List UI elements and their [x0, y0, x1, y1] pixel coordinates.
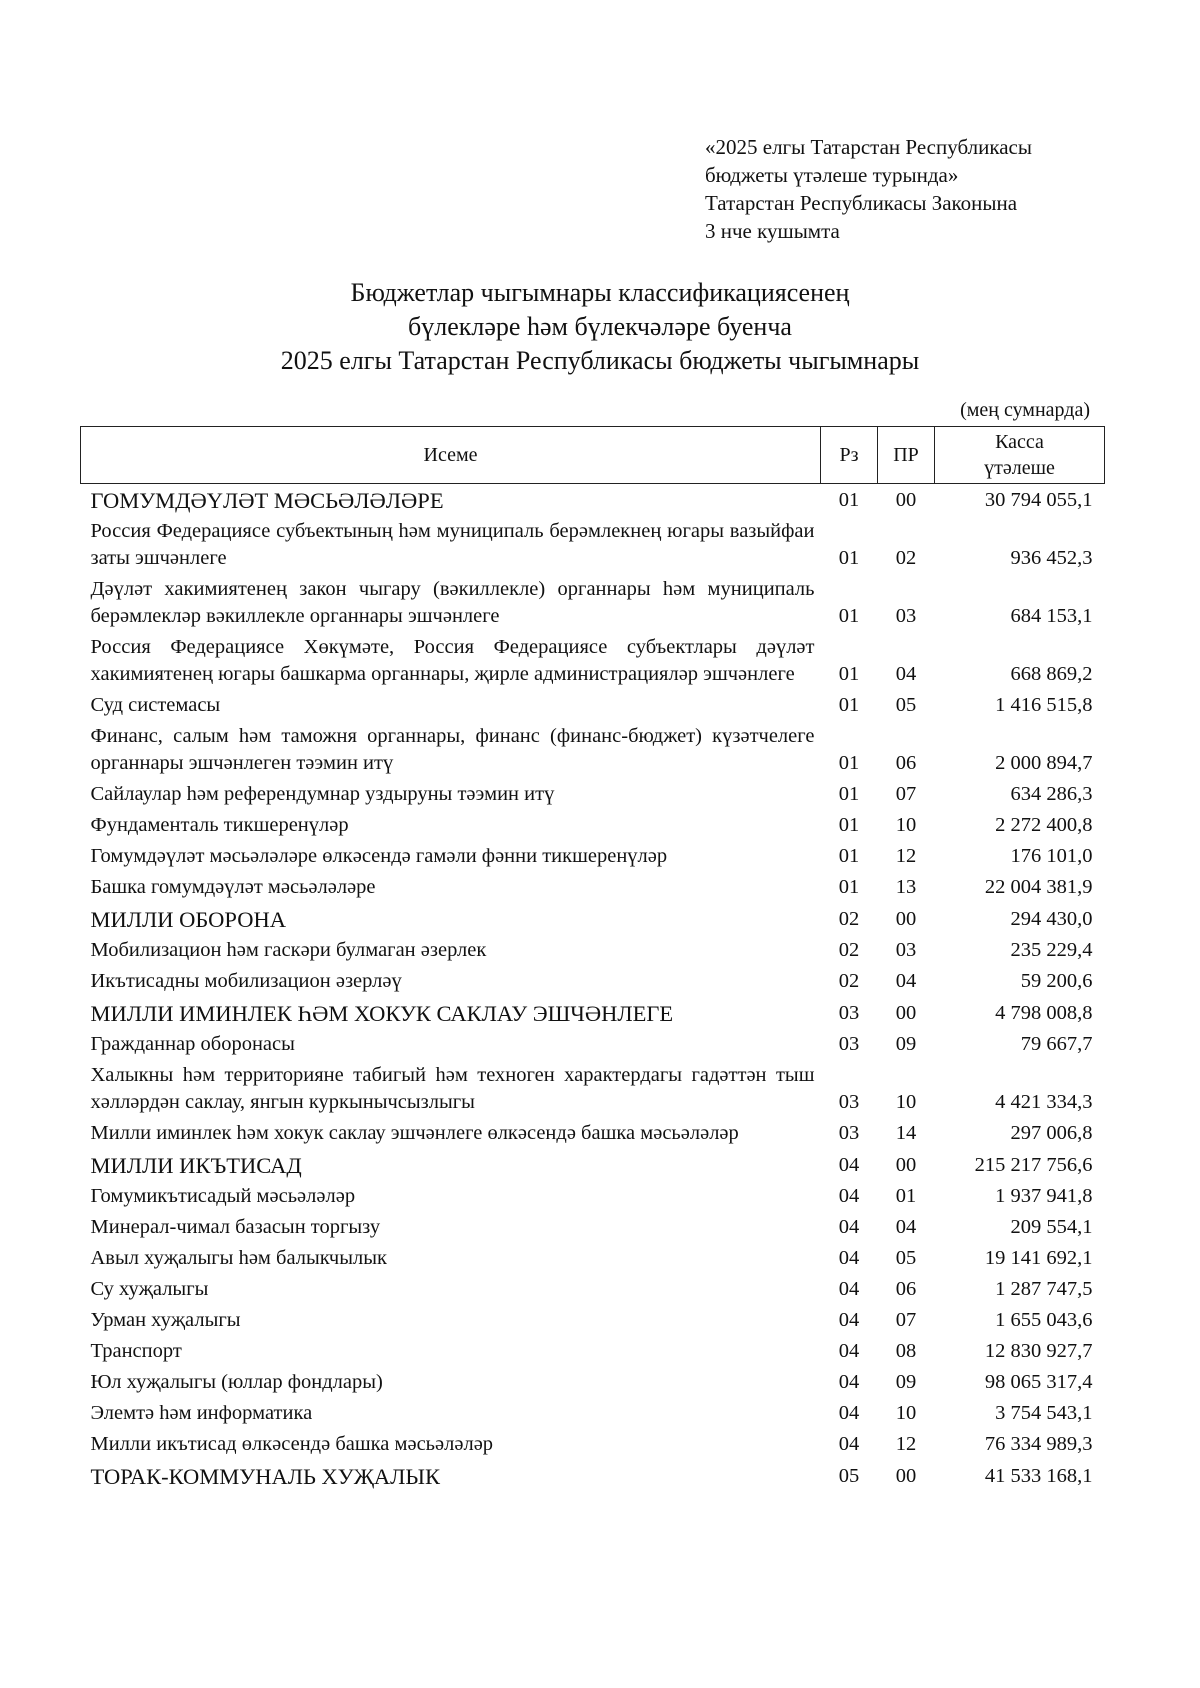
row-pr: 00	[895, 489, 917, 511]
row-sum: 209 554,1	[1010, 1216, 1093, 1238]
row-pr: 00	[895, 1465, 917, 1487]
row-name: Россия Федерациясе субъектының һәм муниципаль берәмлекнең югары вазыйфаи заты эшчәнлеге	[90, 520, 815, 569]
row-rz: 02	[838, 970, 860, 992]
row-pr: 10	[895, 1091, 917, 1113]
table-row	[81, 810, 1105, 841]
row-sum: 1 287 747,5	[995, 1278, 1093, 1300]
table-row	[81, 690, 1105, 721]
row-sum: 297 006,8	[1010, 1122, 1093, 1144]
row-sum: 4 798 008,8	[995, 1002, 1093, 1024]
table-row	[81, 1118, 1105, 1149]
table-row	[81, 632, 1105, 690]
row-sum: 76 334 989,3	[984, 1433, 1093, 1455]
table-row	[81, 1367, 1105, 1398]
row-sum: 1 937 941,8	[995, 1185, 1093, 1207]
row-name: МИЛЛИ ИМИНЛЕК ҺӘМ ХОКУК САКЛАУ ЭШЧӘНЛЕГЕ	[90, 1001, 674, 1026]
row-sum: 79 667,7	[1020, 1033, 1093, 1055]
section-row	[81, 1149, 1105, 1181]
row-name: Гражданнар оборонасы	[90, 1033, 295, 1055]
row-pr: 00	[895, 1154, 917, 1176]
row-sum: 936 452,3	[1010, 547, 1093, 569]
expenditure-table	[80, 426, 1105, 1492]
header-rz: Рз	[821, 427, 878, 484]
table-row	[81, 1029, 1105, 1060]
row-pr: 09	[895, 1371, 917, 1393]
row-rz: 04	[838, 1340, 860, 1362]
row-sum: 176 101,0	[1010, 845, 1093, 867]
row-name: ГОМУМДӘҮЛӘТ МӘСЬӘЛӘЛӘРЕ	[90, 488, 444, 513]
table-row	[81, 966, 1105, 997]
section-row	[81, 903, 1105, 935]
row-sum: 235 229,4	[1010, 939, 1093, 961]
row-pr: 14	[895, 1122, 917, 1144]
row-pr: 06	[895, 752, 917, 774]
row-sum: 3 754 543,1	[995, 1402, 1093, 1424]
table-row	[81, 1212, 1105, 1243]
table-row	[81, 1181, 1105, 1212]
row-sum: 2 000 894,7	[995, 752, 1093, 774]
row-rz: 03	[838, 1091, 860, 1113]
row-rz: 04	[838, 1247, 860, 1269]
row-sum: 2 272 400,8	[995, 814, 1093, 836]
row-rz: 04	[838, 1433, 860, 1455]
document-title	[80, 276, 1120, 378]
row-sum: 684 153,1	[1010, 605, 1093, 627]
row-rz: 01	[838, 489, 860, 511]
row-sum: 30 794 055,1	[984, 489, 1093, 511]
header-pr: ПР	[878, 427, 935, 484]
row-rz: 01	[838, 814, 860, 836]
row-sum: 22 004 381,9	[984, 876, 1093, 898]
appendix-line: Татарстан Республикасы Законына	[705, 191, 1018, 215]
row-rz: 04	[838, 1185, 860, 1207]
header-sum-line1: Касса	[995, 431, 1044, 453]
row-name: Элемтә һәм информатика	[90, 1402, 313, 1424]
row-pr: 09	[895, 1033, 917, 1055]
row-pr: 10	[895, 814, 917, 836]
row-rz: 04	[838, 1278, 860, 1300]
row-name: Россия Федерациясе Хөкүмәте, Россия Федерациясе субъектлары дәүләт хакимиятенең югары башкарма органнары, җирле администрацияләр эшчәнлеге	[90, 636, 815, 685]
row-name: Минерал-чимал базасын торгызу	[90, 1216, 381, 1238]
row-rz: 01	[838, 783, 860, 805]
row-rz: 04	[838, 1216, 860, 1238]
table-row	[81, 1243, 1105, 1274]
units-note: (мең сумнарда)	[960, 399, 1090, 421]
row-name: Гомумикътисадый мәсьәләләр	[90, 1185, 356, 1207]
row-name: Юл хуҗалыгы (юллар фондлары)	[90, 1371, 383, 1393]
row-pr: 00	[895, 908, 917, 930]
row-pr: 13	[895, 876, 917, 898]
row-pr: 08	[895, 1340, 917, 1362]
row-name: Милли икътисад өлкәсендә башка мәсьәләләр	[90, 1433, 494, 1455]
row-name: Гомумдәүләт мәсьәләләре өлкәсендә гамәли фәнни тикшеренүләр	[90, 845, 668, 867]
row-pr: 12	[895, 1433, 917, 1455]
row-rz: 03	[838, 1033, 860, 1055]
row-rz: 01	[838, 547, 860, 569]
row-name: Милли иминлек һәм хокук саклау эшчәнлеге өлкәсендә башка мәсьәләләр	[90, 1122, 739, 1144]
row-sum: 59 200,6	[1020, 970, 1093, 992]
row-name: Авыл хуҗалыгы һәм балыкчылык	[90, 1247, 387, 1269]
table-row	[81, 574, 1105, 632]
row-pr: 04	[895, 1216, 917, 1238]
row-name: Урман хуҗалыгы	[90, 1309, 241, 1331]
row-sum: 294 430,0	[1010, 908, 1093, 930]
table-row	[81, 935, 1105, 966]
table-row	[81, 1274, 1105, 1305]
row-rz: 01	[838, 663, 860, 685]
row-pr: 03	[895, 605, 917, 627]
row-pr: 04	[895, 970, 917, 992]
row-name: Су хуҗалыгы	[90, 1278, 209, 1300]
row-pr: 03	[895, 939, 917, 961]
row-rz: 01	[838, 876, 860, 898]
section-row	[81, 484, 1105, 517]
row-rz: 01	[838, 605, 860, 627]
row-name: Мобилизацион һәм гаскәри булмаган әзерлек	[90, 939, 487, 961]
row-name: Фундаменталь тикшеренүләр	[90, 814, 349, 836]
table-header-row	[81, 427, 1105, 484]
row-pr: 01	[895, 1185, 917, 1207]
row-sum: 215 217 756,6	[974, 1154, 1093, 1176]
row-pr: 06	[895, 1278, 917, 1300]
row-sum: 634 286,3	[1010, 783, 1093, 805]
table-row	[81, 841, 1105, 872]
appendix-reference	[705, 133, 1125, 245]
row-rz: 04	[838, 1402, 860, 1424]
row-pr: 05	[895, 694, 917, 716]
appendix-line: 3 нче кушымта	[705, 219, 840, 243]
table-row	[81, 1305, 1105, 1336]
table-row	[81, 1398, 1105, 1429]
table-row	[81, 1060, 1105, 1118]
row-rz: 04	[838, 1309, 860, 1331]
table-row	[81, 516, 1105, 574]
row-sum: 98 065 317,4	[984, 1371, 1093, 1393]
row-rz: 01	[838, 845, 860, 867]
row-name: Икътисадны мобилизацион әзерләү	[90, 970, 402, 992]
row-name: Транспорт	[90, 1340, 182, 1362]
row-rz: 02	[838, 908, 860, 930]
section-row	[81, 1460, 1105, 1492]
row-sum: 4 421 334,3	[995, 1091, 1093, 1113]
row-name: МИЛЛИ ОБОРОНА	[90, 907, 286, 932]
row-rz: 02	[838, 939, 860, 961]
row-name: Башка гомумдәүләт мәсьәләләре	[90, 876, 376, 898]
header-sum	[935, 427, 1105, 484]
title-line: Бюджетлар чыгымнары классификациясенең	[350, 278, 850, 307]
row-pr: 05	[895, 1247, 917, 1269]
row-sum: 1 416 515,8	[995, 694, 1093, 716]
table-row	[81, 721, 1105, 779]
row-pr: 10	[895, 1402, 917, 1424]
appendix-line: бюджеты үтәлеше турында»	[705, 163, 959, 187]
row-rz: 03	[838, 1002, 860, 1024]
table-row	[81, 1429, 1105, 1460]
expenditure-table-wrap	[80, 426, 1104, 1492]
row-name: МИЛЛИ ИКЪТИСАД	[90, 1153, 302, 1178]
row-pr: 12	[895, 845, 917, 867]
row-sum: 1 655 043,6	[995, 1309, 1093, 1331]
title-line: 2025 елгы Татарстан Республикасы бюджеты чыгымнары	[280, 346, 920, 375]
row-rz: 05	[838, 1465, 860, 1487]
appendix-line: «2025 елгы Татарстан Республикасы	[705, 135, 1032, 159]
row-sum: 41 533 168,1	[984, 1465, 1093, 1487]
row-rz: 01	[838, 752, 860, 774]
row-pr: 02	[895, 547, 917, 569]
row-pr: 07	[895, 1309, 917, 1331]
section-row	[81, 997, 1105, 1029]
row-pr: 04	[895, 663, 917, 685]
row-pr: 00	[895, 1002, 917, 1024]
row-name: Финанс, салым һәм таможня органнары, финанс (финанс-бюджет) күзәтчелеге органнары эшчәнлеген тәэмин итү	[90, 725, 815, 774]
table-row	[81, 872, 1105, 903]
row-sum: 12 830 927,7	[984, 1340, 1093, 1362]
row-name: Суд системасы	[90, 694, 221, 716]
row-name: Сайлаулар һәм референдумнар уздыруны тәэмин итү	[90, 783, 555, 805]
header-name: Исеме	[81, 427, 821, 484]
row-name: Халыкны һәм территорияне табигый һәм техноген характердагы гадәттән тыш хәлләрдән саклау, янгын куркынычсызлыгы	[90, 1064, 815, 1113]
header-sum-line2: үтәлеше	[984, 457, 1055, 479]
title-line: бүлекләре һәм бүлекчәләре буенча	[408, 312, 792, 341]
table-row	[81, 779, 1105, 810]
row-sum: 19 141 692,1	[984, 1247, 1093, 1269]
table-row	[81, 1336, 1105, 1367]
row-rz: 04	[838, 1154, 860, 1176]
row-rz: 01	[838, 694, 860, 716]
row-rz: 03	[838, 1122, 860, 1144]
table-body	[81, 484, 1105, 1493]
row-name: Дәүләт хакимиятенең закон чыгару (вәкиллекле) органнары һәм муниципаль берәмлекләр вәкиллекле органнары эшчәнлеге	[90, 578, 815, 627]
row-pr: 07	[895, 783, 917, 805]
row-sum: 668 869,2	[1010, 663, 1093, 685]
row-rz: 04	[838, 1371, 860, 1393]
row-name: ТОРАК-КОММУНАЛЬ ХУҖАЛЫК	[90, 1464, 440, 1489]
